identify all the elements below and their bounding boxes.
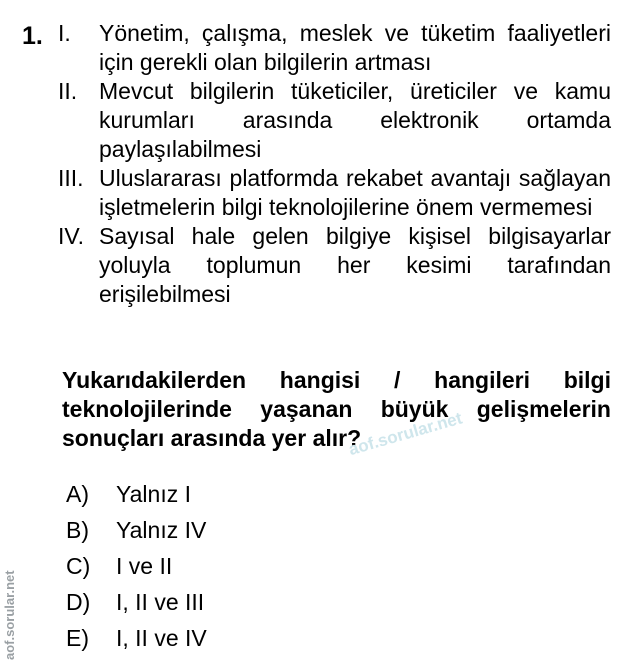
option-letter: C) xyxy=(66,553,91,579)
statement-item xyxy=(58,19,611,77)
option-letter: A) xyxy=(66,481,89,507)
statement-numeral: III. xyxy=(58,165,84,191)
option-a[interactable] xyxy=(66,476,207,512)
option-letter: E) xyxy=(66,625,89,651)
option-c[interactable] xyxy=(66,548,207,584)
option-text: I ve II xyxy=(116,553,173,579)
statement-numeral: II. xyxy=(58,78,78,104)
statement-text: Sayısal hale gelen bilgiye kişisel bilgisayarlar yoluyla toplumun her kesimi tarafından erişilebilmesi xyxy=(99,223,611,307)
statement-numeral: I. xyxy=(58,20,71,46)
statement-text: Yönetim, çalışma, meslek ve tüketim faaliyetleri için gerekli olan bilgilerin artması xyxy=(99,20,611,75)
option-text: I, II ve IV xyxy=(116,625,207,651)
watermark-side: aof.sorular.net xyxy=(2,570,17,660)
statement-item xyxy=(58,77,611,164)
option-letter: B) xyxy=(66,517,89,543)
statement-list xyxy=(58,19,611,309)
option-d[interactable] xyxy=(66,584,207,620)
option-letter: D) xyxy=(66,589,91,615)
question-number: 1. xyxy=(22,22,43,50)
statement-text: Mevcut bilgilerin tüketiciler, üreticiler ve kamu kurumları arasında elektronik ortamda paylaşılabilmesi xyxy=(99,78,611,162)
statement-item xyxy=(58,164,611,222)
watermark-diagonal: aof.sorular.net xyxy=(346,408,465,460)
statement-text: Uluslararası platformda rekabet avantajı sağlayan işletmelerin bilgi teknolojilerine önem vermemesi xyxy=(99,165,611,220)
option-text: I, II ve III xyxy=(116,589,205,615)
answer-options xyxy=(66,476,207,656)
option-text: Yalnız I xyxy=(116,481,191,507)
option-b[interactable] xyxy=(66,512,207,548)
option-text: Yalnız IV xyxy=(116,517,207,543)
statement-numeral: IV. xyxy=(58,223,85,249)
question-prompt: Yukarıdakilerden hangisi / hangileri bilgi teknolojilerinde yaşanan büyük gelişmelerin sonuçları arasında yer alır? xyxy=(62,367,611,451)
statement-item xyxy=(58,222,611,309)
option-e[interactable] xyxy=(66,620,207,656)
